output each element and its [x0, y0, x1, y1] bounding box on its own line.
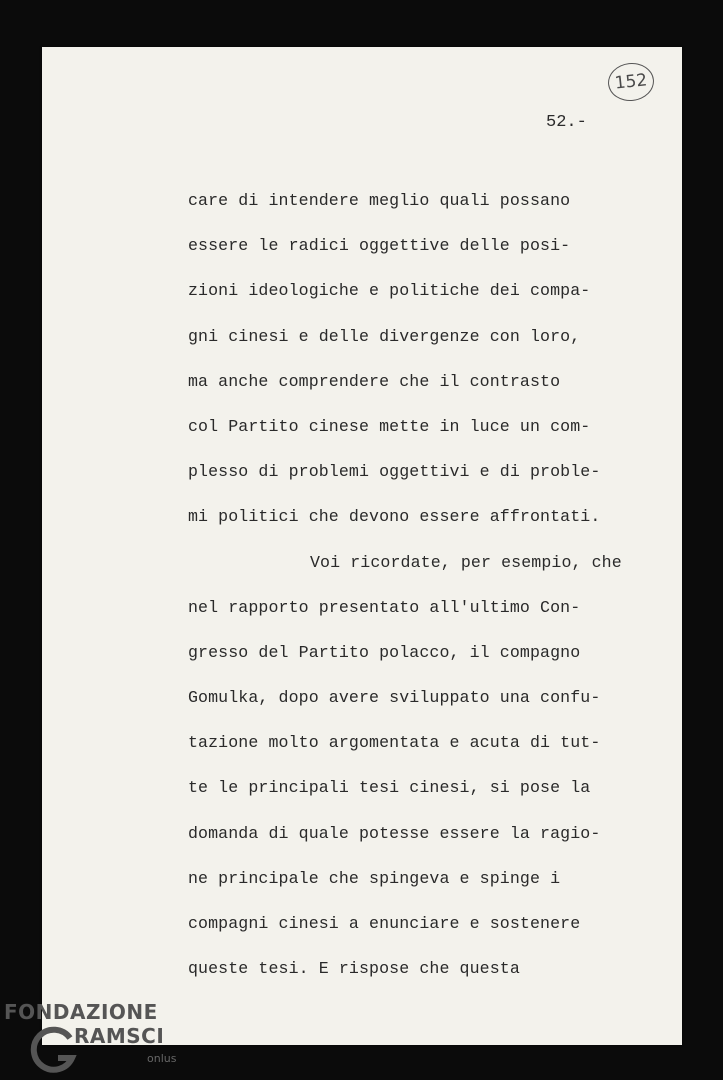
text-line: gni cinesi e delle divergenze con loro, — [188, 326, 581, 346]
text-line: essere le radici oggettive delle posi- — [188, 236, 571, 256]
text-line: ne principale che spingeva e spinge i — [188, 868, 561, 888]
text-line: gresso del Partito polacco, il compagno — [188, 642, 581, 662]
text-line: Gomulka, dopo avere sviluppato una confu- — [188, 688, 601, 708]
text-line: te le principali tesi cinesi, si pose la — [188, 778, 591, 798]
fondazione-gramsci-watermark — [4, 1000, 184, 1076]
archive-stamp-number: 152 — [613, 70, 649, 94]
text-line: nel rapporto presentato all'ultimo Con- — [188, 597, 581, 617]
typed-text — [188, 178, 678, 991]
text-line: queste tesi. E rispose che questa — [188, 959, 520, 979]
text-line-indented: Voi ricordate, per esempio, che — [310, 552, 622, 572]
page-number: 52.- — [546, 113, 587, 132]
text-line: col Partito cinese mette in luce un com- — [188, 416, 591, 436]
text-line: zioni ideologiche e politiche dei compa- — [188, 281, 591, 301]
text-line: mi politici che devono essere affrontati. — [188, 507, 601, 527]
text-line: tazione molto argomentata e acuta di tut- — [188, 733, 601, 753]
text-line: ma anche comprendere che il contrasto — [188, 371, 561, 391]
text-line: domanda di quale potesse essere la ragio- — [188, 823, 601, 843]
watermark-line1: FONDAZIONE — [4, 1000, 158, 1024]
document-page — [42, 47, 682, 1045]
gramsci-logo-icon — [30, 1024, 80, 1076]
archive-stamp — [606, 61, 656, 104]
watermark-line3: onlus — [147, 1052, 177, 1065]
watermark-line2: RAMSCI — [74, 1024, 165, 1048]
text-line: care di intendere meglio quali possano — [188, 191, 571, 210]
text-line: plesso di problemi oggettivi e di proble- — [188, 462, 601, 482]
text-line: compagni cinesi a enunciare e sostenere — [188, 914, 581, 933]
